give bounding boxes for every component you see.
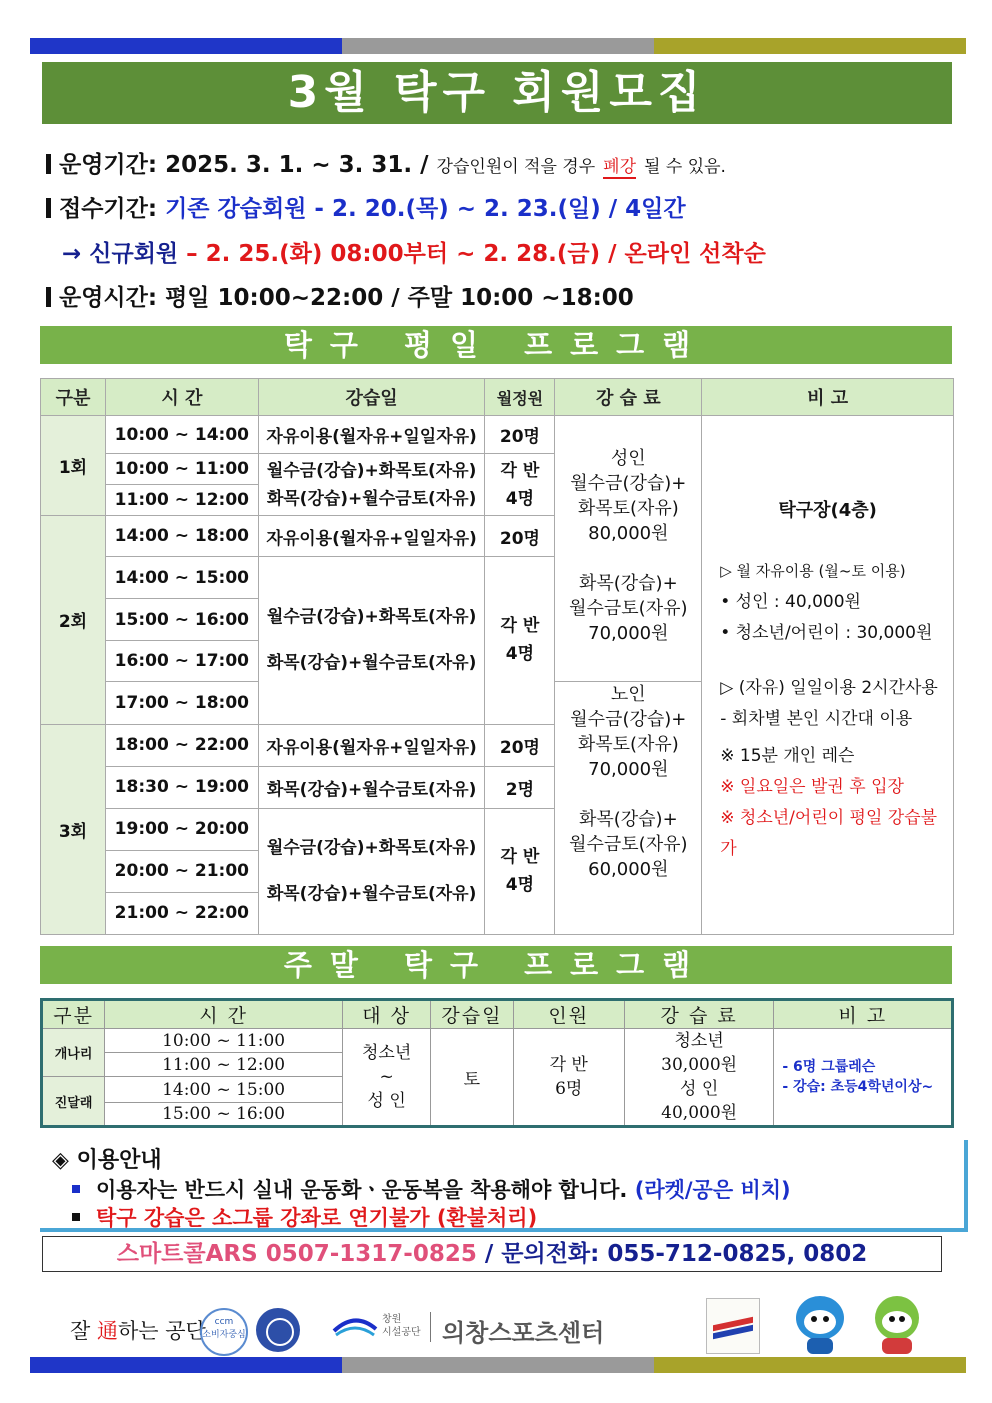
center-name: 의창스포츠센터 [442, 1319, 605, 1347]
fee-block-2: 노인 월수금(강습)+ 화목토(자유) 70,000원 화목(강습)+ 월수금토(자유) 60,000원 [555, 682, 702, 935]
notes-block: 탁구장(4층) ▷ 월 자유이용 (월~토 이용) • 성인 : 40,000원 • 청소년/어린이 : 30,000원 ▷ (자유) 일일이용 2시간사용 - 회차별 본인 시간대 이용 ※ 15분 개인 레슨 ※ 일요일은 발권 후 입장 ※ 청소년/어린이 평일 강습불가 [702, 416, 954, 935]
fee-block-1: 성인 월수금(강습)+ 화목토(자유) 80,000원 화목(강습)+ 월수금토(자유) 70,000원 [555, 416, 702, 682]
guide-title: ◈ 이용안내 [52, 1148, 162, 1173]
contact-box: 스마트콜ARS 0507-1317-0825 / 문의전화: 055-712-0825, 0802 [42, 1236, 942, 1272]
group-gaenari: 개나리 [42, 1029, 105, 1077]
registration-line: 접수기간: 기존 강습회원 - 2. 20.(목) ~ 2. 23.(일) / 4일간 [46, 190, 686, 223]
weekday-section-title: 탁구 평일 프로그램 [40, 326, 952, 364]
weekend-table: 구분 시 간 대 상 강습일 인원 강 습 료 비 고 개나리 10:00 ~ 11:00 청소년 ~ 성 인 토 각 반 6명 청소년 30,000원 성 인 40,000원 - 6명 그룹레슨 - 강습: 초등4학년이상~ 11:00 ~ 12:00 진달래 14:00 ~ 15:00 15:00 ~ 16:00 [40, 998, 954, 1128]
slogan-logo: 잘 通하는 공단 [70, 1319, 206, 1343]
mascot-green-icon [862, 1288, 932, 1358]
org-name: 창원 시설공단 [382, 1314, 421, 1338]
page-title: 3월 탁구 회원모집 [42, 62, 952, 124]
session-1: 1회 [41, 416, 106, 516]
gongdan-logo-icon [330, 1315, 380, 1341]
guide-item-2: 탁구 강습은 소그룹 강좌로 연기불가 (환불처리) [72, 1202, 537, 1232]
session-3: 3회 [41, 724, 106, 934]
time-cell: 10:00 ~ 14:00 [105, 416, 258, 454]
top-color-bar [30, 38, 966, 54]
quality-certificate-icon [706, 1298, 760, 1354]
ccm-badge-icon: ccm 소비자중심 [200, 1308, 248, 1356]
certification-badge-icon [256, 1308, 300, 1352]
hours-line: 운영시간: 평일 10:00~22:00 / 주말 10:00 ~18:00 [46, 279, 634, 312]
group-jindallae: 진달래 [42, 1077, 105, 1127]
mascot-blue-icon [785, 1288, 855, 1358]
logo-divider [430, 1312, 431, 1342]
period-line: 운영기간: 2025. 3. 1. ~ 3. 31. / 강습인원이 적을 경우 폐강 될 수 있음. [46, 146, 726, 179]
weekday-table: 구분 시 간 강습일 월정원 강 습 료 비 고 1회 10:00 ~ 14:00 자유이용(월자유+일일자유) 20명 성인 월수금(강습)+ 화목토(자유) 80,000원 화목(강습)+ 월수금토(자유) 70,000원 탁구장(4층) ▷ 월 자유이용 (월~토 이용) • 성인 : 40,000원 • 청소년/어린이 : 30,000원 ▷ (자유) 일일이용 2시간사용 - 회차별 본인 시간대 이용 ※ 15분 개인 레슨 ※ 일요일은 발권 후 입장 ※ 청소년/어린이 평일 강습불가 10:00 ~ 11:00 월수금(강습)+화목토(자유) 화목(강습)+월수금토(자유) 각 반 4명 11:00 ~ 12:00 2회 14:00 ~ 18:00 자유이용(월자유+일일자유) 20명 14:00 ~ 15:00 월수금(강습)+화목토(자유) 화목(강습)+월수금토(자유) 각 반 4명 15:00 ~ 16:00 16:00 ~ 17:00 17:00 ~ 18:00 노인 월수금(강습)+ 화목토(자유) 70,000원 화목(강습)+ 월수금토(자유) 60,000원 3회 18:00 ~ 22:00 자유이용(월자유+일일자유) 20명 18:30 ~ 19:00 화목(강습)+월수금토(자유) 2명 19:00 ~ 20:00 월수금(강습)+화목토(자유) 화목(강습)+월수금토(자유) 각 반 4명 20:00 ~ 21:00 21:00 ~ 22:00 [40, 378, 954, 935]
guide-item-1: 이용자는 반드시 실내 운동화ㆍ운동복을 착용해야 합니다. (라켓/공은 비치) [72, 1174, 791, 1204]
session-2: 2회 [41, 516, 106, 724]
weekend-section-title: 주말 탁구 프로그램 [40, 946, 952, 984]
bottom-color-bar [30, 1357, 966, 1373]
new-member-line: → 신규회원 – 2. 25.(화) 08:00부터 ~ 2. 28.(금) / 온라인 선착순 [62, 241, 766, 267]
